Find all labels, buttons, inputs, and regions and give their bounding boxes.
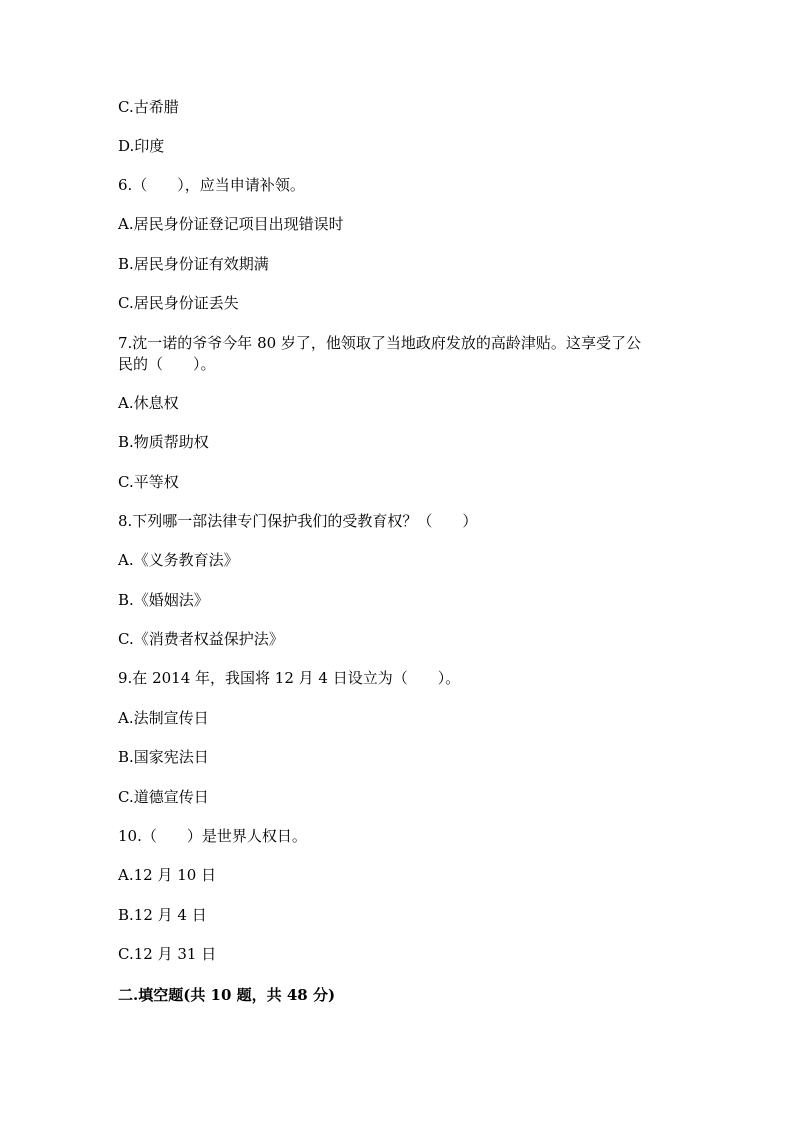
q7-option-a: A.休息权 [118,394,179,412]
q8-option-c: C.《消费者权益保护法》 [118,630,284,648]
q10-option-c: C.12 月 31 日 [118,945,217,963]
q10-stem: 10.（ ）是世界人权日。 [118,827,307,845]
q8-stem: 8.下列哪一部法律专门保护我们的受教育权？（ ） [118,512,478,530]
q7-stem-line2: 民的（ ）。 [118,355,216,373]
q6-option-b: B.居民身份证有效期满 [118,255,269,273]
q7-stem-line1: 7.沈一诺的爷爷今年 80 岁了，他领取了当地政府发放的高龄津贴。这享受了公 [118,334,641,352]
q6-stem: 6.（ ），应当申请补领。 [118,176,305,194]
q6-option-c: C.居民身份证丢失 [118,294,239,312]
q10-option-a: A.12 月 10 日 [118,866,217,884]
q7-option-b: B.物质帮助权 [118,433,209,451]
q9-stem: 9.在 2014 年，我国将 12 月 4 日设立为（ ）。 [118,669,461,687]
q9-option-c: C.道德宣传日 [118,788,209,806]
q9-option-a: A.法制宣传日 [118,709,209,727]
section-heading-fill-in: 二.填空题(共 10 题，共 48 分) [118,986,336,1004]
q5-option-d: D.印度 [118,137,165,155]
q9-option-b: B.国家宪法日 [118,748,209,766]
q5-option-c: C.古希腊 [118,98,179,116]
q10-option-b: B.12 月 4 日 [118,906,207,924]
q7-option-c: C.平等权 [118,473,179,491]
q6-option-a: A.居民身份证登记项目出现错误时 [118,215,344,233]
q8-option-a: A.《义务教育法》 [118,551,239,569]
q8-option-b: B.《婚姻法》 [118,591,209,609]
